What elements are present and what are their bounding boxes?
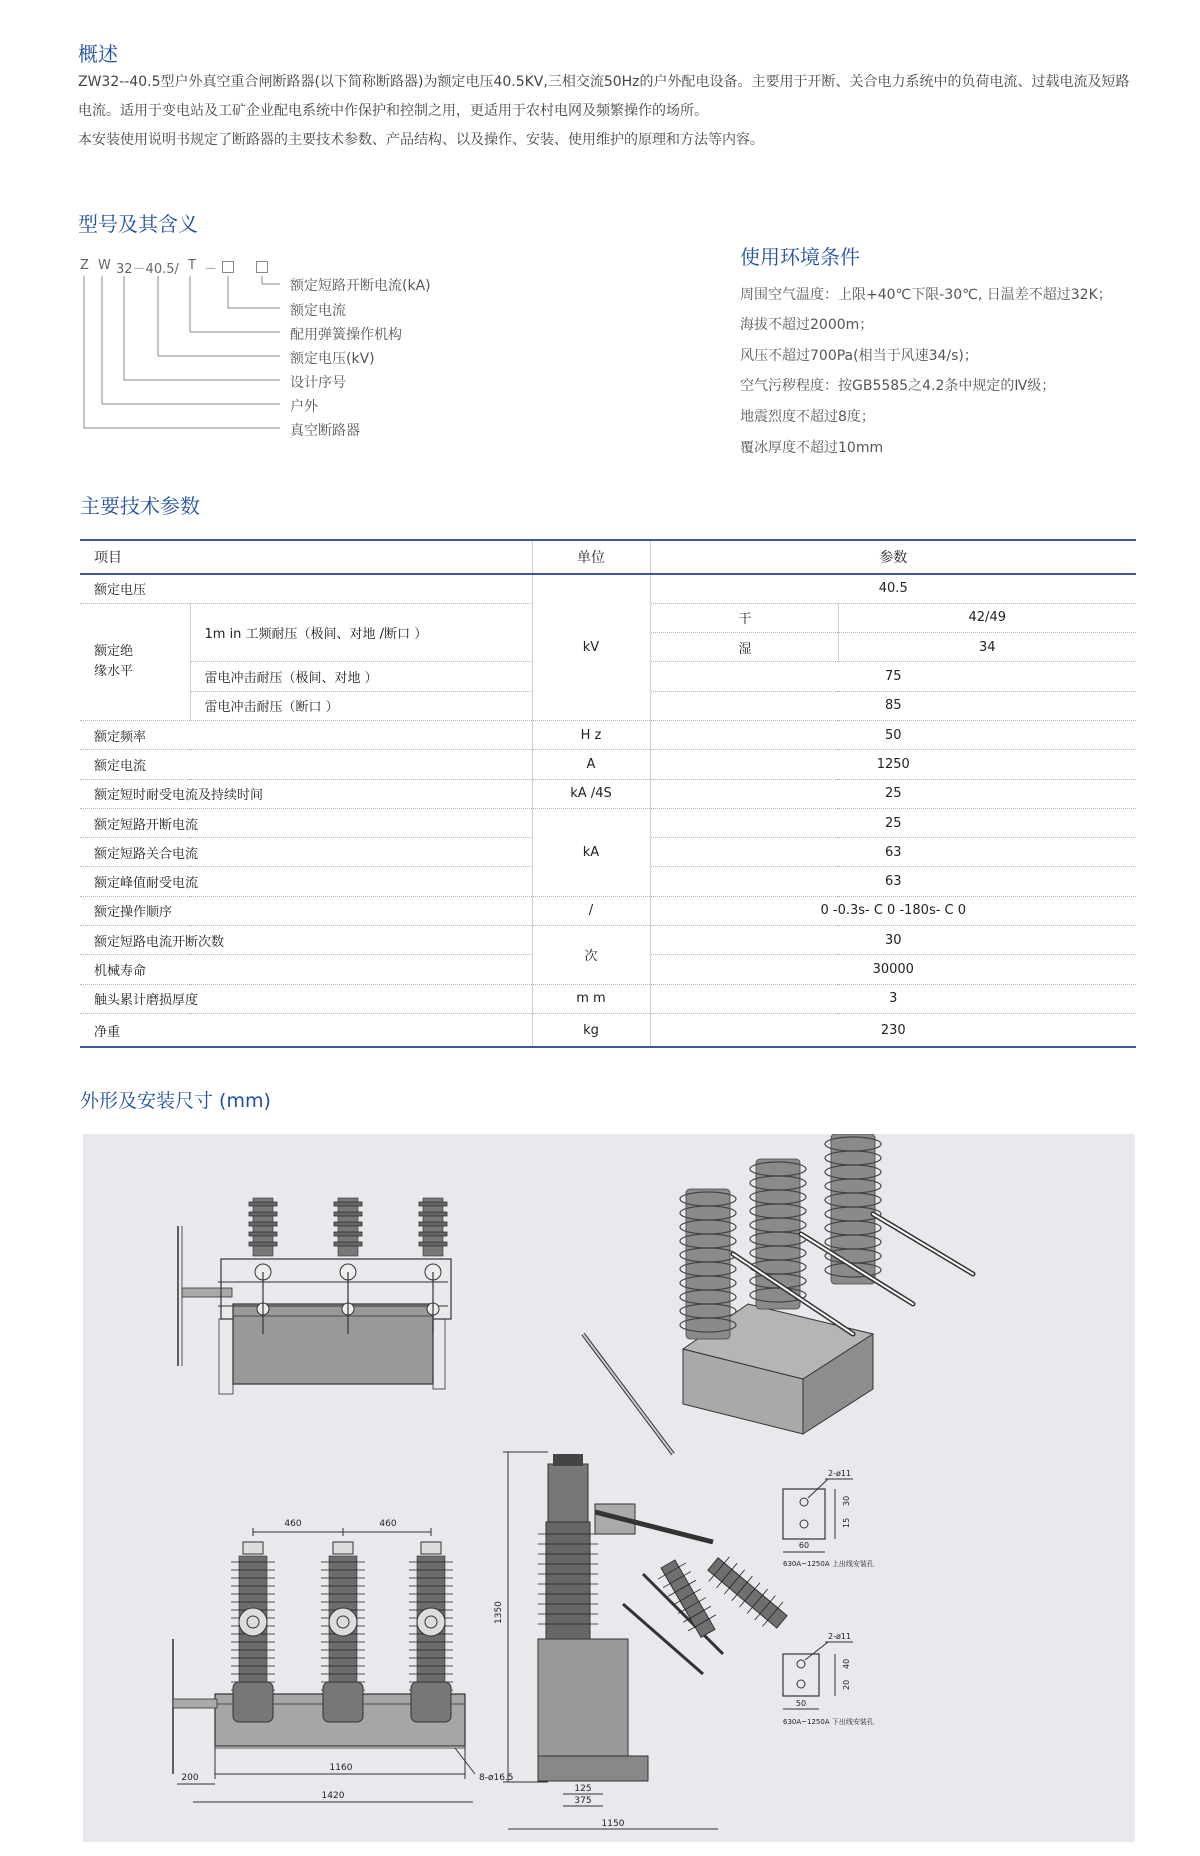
table-row [80,779,1136,808]
table-row [80,984,1136,1013]
header-unit: 单位 [532,540,650,574]
specs-table [80,539,1136,1048]
header-item: 项目 [80,540,532,574]
env-ice: 覆冰厚度不超过10mm [740,440,884,456]
model-box-1 [222,261,234,273]
model-code-t: T [188,258,196,273]
overview-para-2: 本安装使用说明书规定了断路器的主要技术参数、产品结构、以及操作、安装、使用维护的原理和方法等内容。 [78,132,764,148]
row-label: 净重 [80,1013,532,1047]
model-item-outdoor: 户外 [290,399,318,415]
outline-drawing [83,1134,1135,1842]
caption-upper-holes: 630A~1250A 上出线安装孔 [783,1560,874,1568]
env-temperature: 周围空气温度：上限+40℃下限-30℃, 日温差不超过32K； [740,287,1112,303]
dim-460-b: 460 [379,1519,397,1529]
row-value: 25 [650,779,1136,808]
env-pollution: 空气污秽程度：按GB5585之4.2条中规定的Ⅳ级； [740,378,1056,394]
dim-125: 125 [574,1784,592,1794]
row-wet-label: 湿 [650,633,838,662]
row-label: 额定短时耐受电流及持续时间 [80,779,532,808]
row-dry-value: 42/49 [838,603,1136,632]
model-code-z: Z [80,258,89,273]
table-row [80,1013,1136,1047]
dim-holes: 8-ø16.5 [479,1773,514,1783]
row-value: 50 [650,720,1136,749]
header-param: 参数 [650,540,1136,574]
row-value: 75 [650,662,1136,691]
row-unit: kA [532,808,650,896]
row-wet-value: 34 [838,633,1136,662]
model-item-breaking-current: 额定短路开断电流(kA) [290,278,431,294]
row-value: 85 [650,691,1136,720]
overview-para-1: ZW32--40.5型户外真空重合闸断路器(以下简称断路器)为额定电压40.5KV,三相交流50Hz的户外配电设备。主要用于开断、关合电力系统中的负荷电流、过载电流及短路电流。适用于变电站及工矿企业配电系统中作保护和控制之用，更适用于农村电网及频繁操作的场所。 [78,74,1130,119]
table-row [80,574,1136,603]
table-row [80,808,1136,837]
row-value: 63 [650,838,1136,867]
dim-60: 60 [798,1541,810,1550]
dim-1150: 1150 [601,1819,625,1829]
row-value: 0 -0.3s- C 0 -180s- C 0 [650,896,1136,925]
model-title: 型号及其含义 [78,212,198,236]
row-value: 230 [650,1013,1136,1047]
dim-30: 30 [842,1495,851,1506]
row-dry-label: 干 [650,603,838,632]
dim-20: 20 [842,1679,851,1690]
environment-title: 使用环境条件 [740,245,860,269]
dim-460-a: 460 [284,1519,302,1529]
row-value: 40.5 [650,574,1136,603]
table-row [80,720,1136,749]
model-item-design-number: 设计序号 [290,375,346,391]
env-seismic: 地震烈度不超过8度； [740,409,875,425]
view-front [173,1519,514,1802]
row-unit: / [532,896,650,925]
row-value: 3 [650,984,1136,1013]
detail-lower-holes [783,1632,874,1726]
dim-hole-2-lower: 2-ø11 [828,1632,852,1641]
table-header-row [80,540,1136,574]
row-label: 额定操作顺序 [80,896,532,925]
table-row [80,926,1136,955]
dim-50: 50 [795,1699,807,1708]
row-label: 额定短路电流开断次数 [80,926,532,955]
drawing-panel [83,1134,1135,1842]
table-row [80,750,1136,779]
drawing-title: 外形及安装尺寸 (mm) [80,1090,271,1112]
dim-15: 15 [842,1517,851,1528]
model-code-w: W [98,258,111,273]
dim-hole-2-upper: 2-ø11 [828,1469,852,1478]
view-top-left [178,1198,451,1394]
row-unit: kA /4S [532,779,650,808]
model-item-spring-mechanism: 配用弹簧操作机构 [290,327,402,343]
detail-upper-holes [783,1469,874,1568]
row-unit: 次 [532,926,650,985]
row-unit: kg [532,1013,650,1047]
row-label: 机械寿命 [80,955,532,984]
table-row [80,896,1136,925]
row-sublabel: 雷电冲击耐压（极间、对地 ） [190,662,532,691]
row-value: 1250 [650,750,1136,779]
row-unit: H z [532,720,650,749]
env-altitude: 海拔不超过2000m； [740,317,874,333]
row-label: 额定峰值耐受电流 [80,867,532,896]
model-item-vacuum-breaker: 真空断路器 [290,423,360,439]
dim-1160: 1160 [329,1763,353,1773]
model-code-dash: － [204,262,218,277]
model-code-voltage: 32－40.5/ [116,262,179,277]
row-label: 触头累计磨损厚度 [80,984,532,1013]
specs-title: 主要技术参数 [80,494,200,518]
row-value: 30 [650,926,1136,955]
row-label: 额定电压 [80,574,532,603]
row-label: 额定短路开断电流 [80,808,532,837]
view-isometric [583,1134,973,1454]
model-diagram [78,258,538,458]
row-value: 63 [650,867,1136,896]
dim-40: 40 [842,1658,851,1669]
model-box-2 [256,261,268,273]
env-wind: 风压不超过700Pa(相当于风速34/s)； [740,348,978,364]
view-side [494,1452,792,1829]
dim-1420: 1420 [321,1791,345,1801]
row-sublabel: 雷电冲击耐压（断口 ） [190,691,532,720]
row-value: 25 [650,808,1136,837]
dim-375: 375 [574,1796,592,1806]
row-unit: m m [532,984,650,1013]
row-label: 额定绝 缘水平 [80,603,190,720]
row-unit: kV [532,574,650,720]
model-item-rated-voltage: 额定电压(kV) [290,351,375,367]
row-unit: A [532,750,650,779]
model-item-rated-current: 额定电流 [290,303,346,319]
dim-200: 200 [181,1773,199,1783]
dim-1350: 1350 [494,1601,504,1624]
row-label: 额定电流 [80,750,532,779]
row-label: 额定频率 [80,720,532,749]
overview-title: 概述 [78,42,118,66]
caption-lower-holes: 630A~1250A 下出线安装孔 [783,1718,874,1726]
row-label: 额定短路关合电流 [80,838,532,867]
row-sublabel: 1m in 工频耐压（极间、对地 /断口 ） [190,603,532,662]
row-value: 30000 [650,955,1136,984]
